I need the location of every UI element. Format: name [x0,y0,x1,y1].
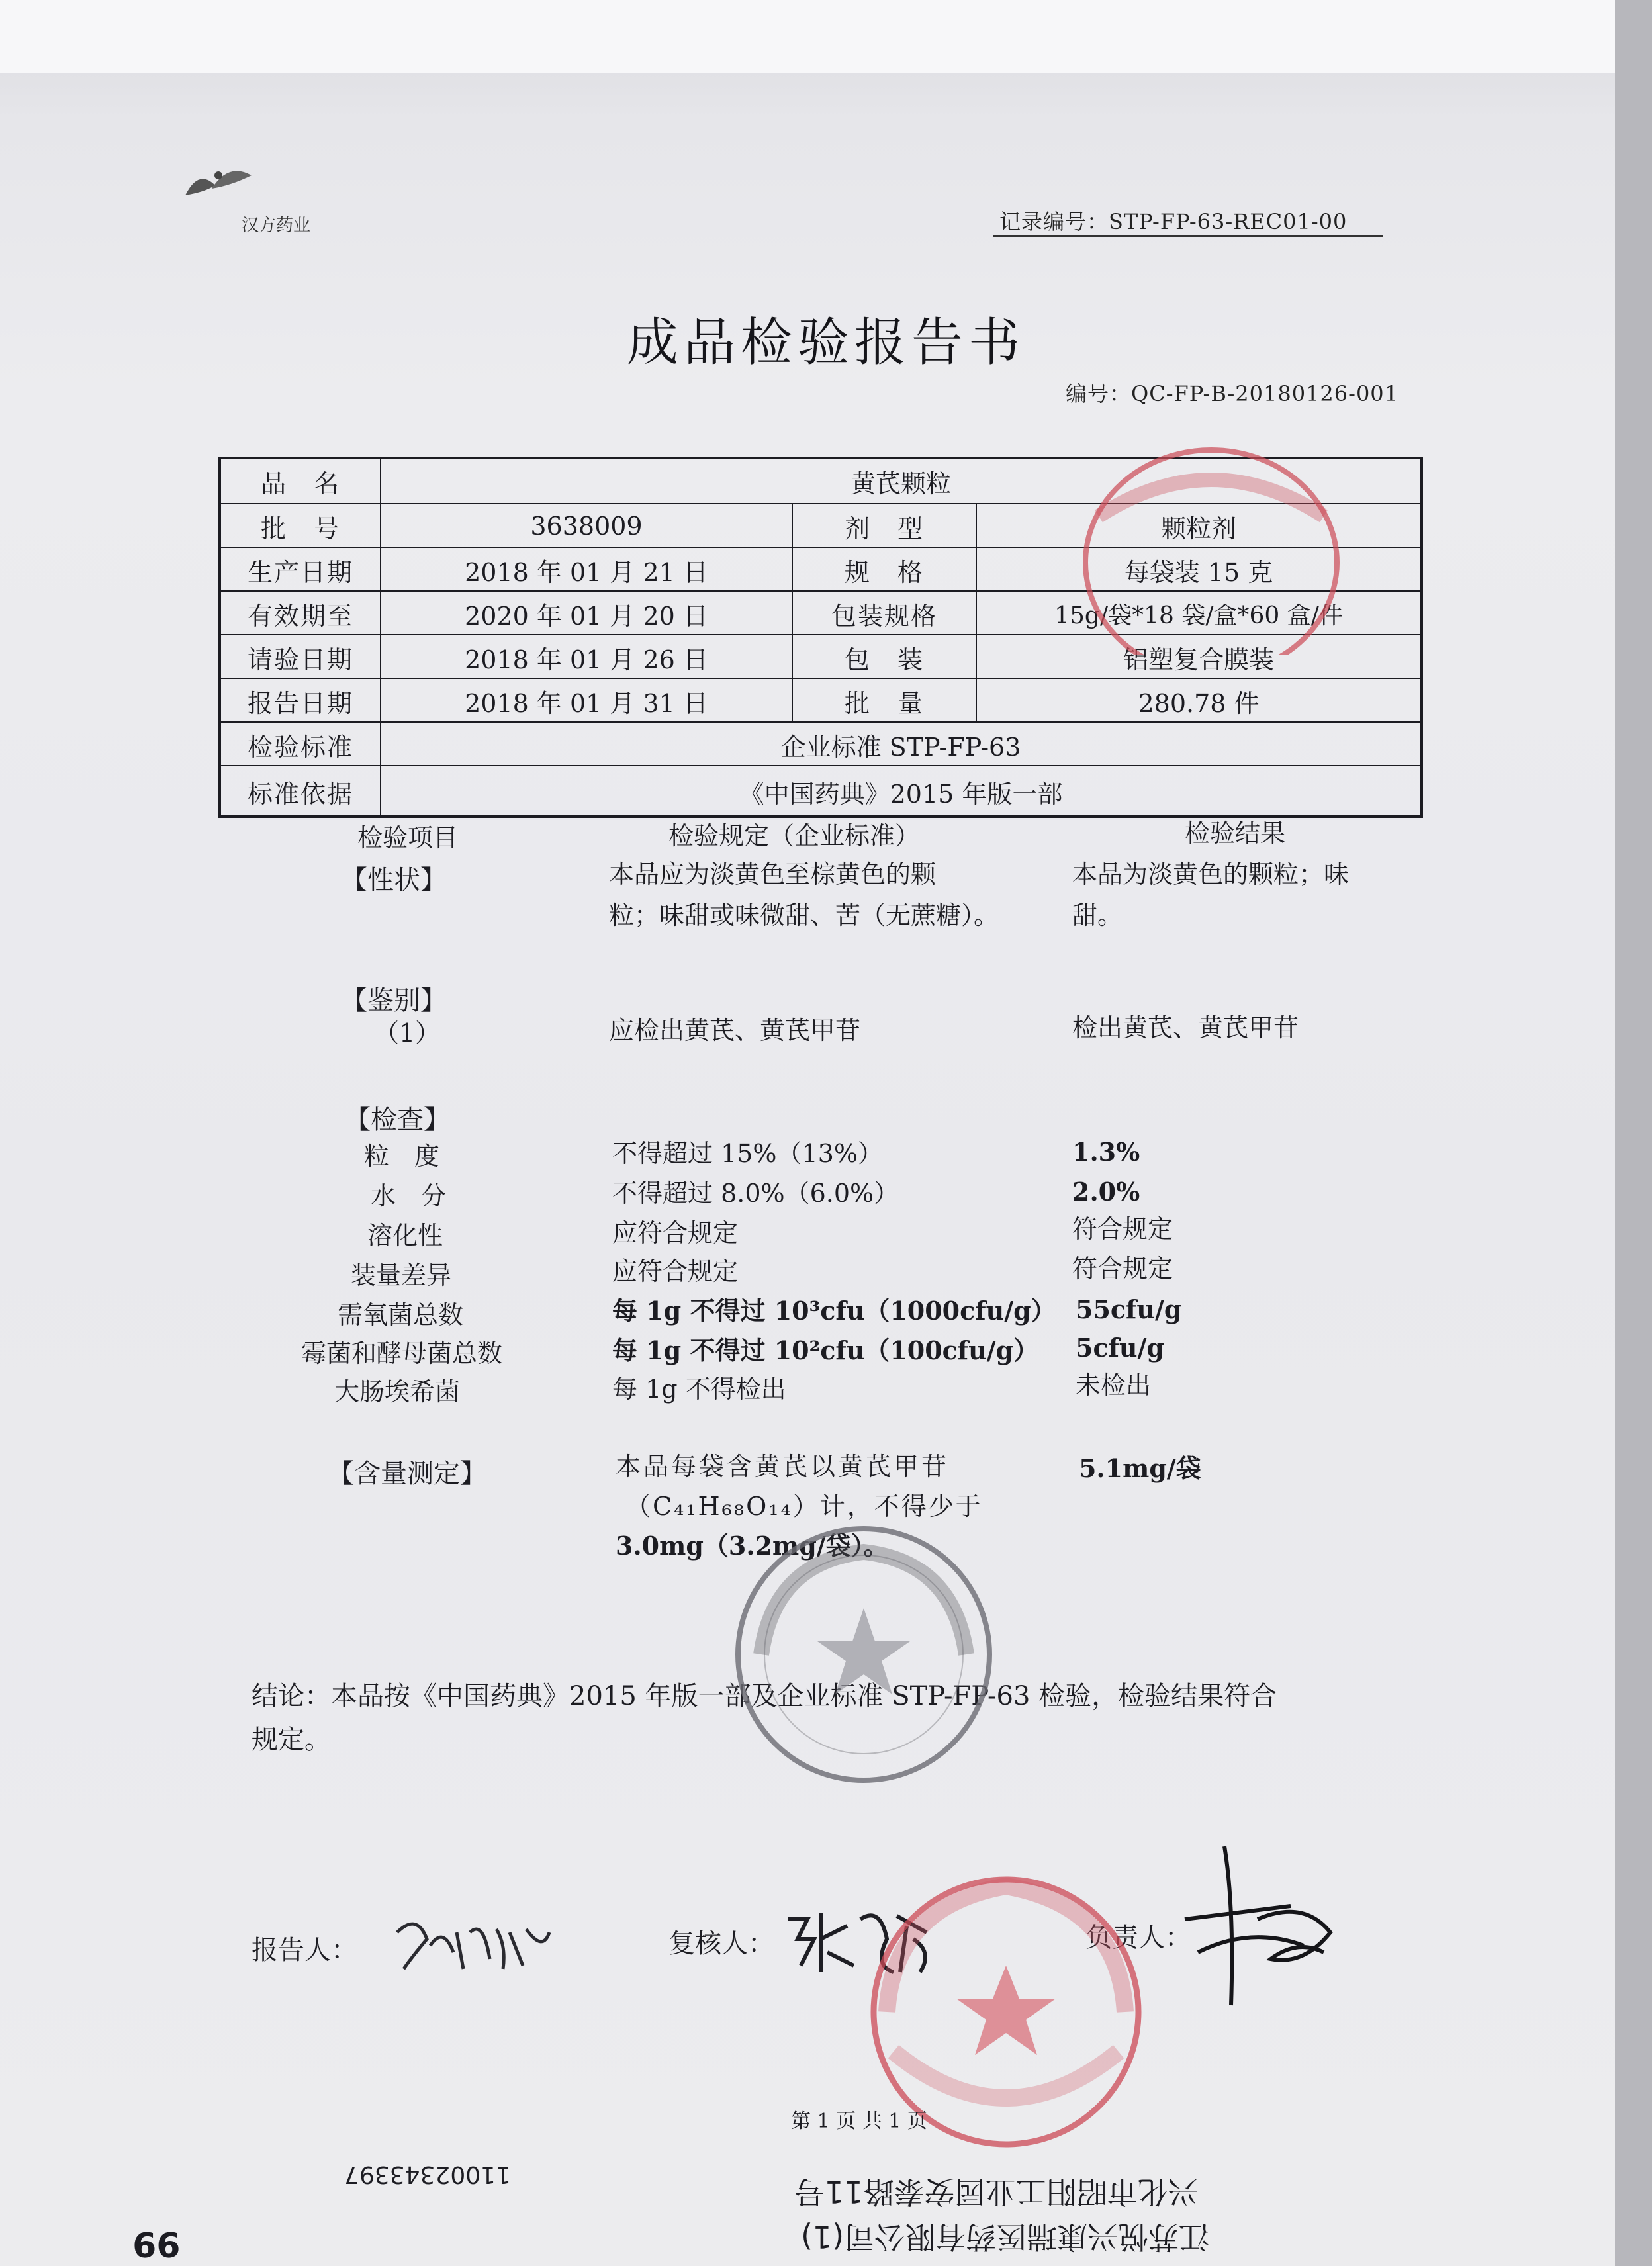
responsible-label: 负责人： [1085,1923,1191,1953]
test-item-ecoli: 大肠埃希菌 [334,1377,461,1406]
upside-down-address-line1: 兴化市昭阳工业园安泰路11号 [794,2174,1199,2210]
test-result-moisture: 2.0% [1072,1177,1140,1206]
test-result-solubility: 符合规定 [1072,1214,1173,1244]
test-item-particle: 粒 度 [364,1142,440,1171]
test-spec-particle: 不得超过 15%（13%） [612,1139,884,1168]
product-name-label: 品 名 [260,469,340,498]
appearance-result-line2: 甜。 [1072,901,1123,930]
standard-value: 企业标准 STP-FP-63 [780,732,1021,762]
basis-value: 《中国药典》2015 年版一部 [739,779,1063,809]
batch-size-label: 批 量 [844,688,924,718]
appearance-spec-line1: 本品应为淡黄色至棕黄色的颗 [609,860,937,889]
company-seal-middle-icon [708,1522,1019,1787]
table-row-standard [221,721,1420,766]
product-name-value: 黄芪颗粒 [850,469,951,498]
packing-spec-label: 包装规格 [831,601,937,631]
test-spec-solubility: 应符合规定 [612,1218,739,1247]
dosage-form-value: 颗粒剂 [1160,514,1236,543]
request-date-label: 请验日期 [247,645,353,674]
production-date-label: 生产日期 [247,557,353,587]
spec-value: 每袋装 15 克 [1124,557,1273,587]
request-date-value: 2018 年 01 月 26 日 [465,645,708,674]
test-item-mold-yeast: 霉菌和酵母菌总数 [301,1339,503,1368]
test-result-fill-variation: 符合规定 [1072,1254,1173,1283]
batch-value: 3638009 [530,512,643,541]
spec-label: 规 格 [844,557,924,587]
assay-result: 5.1mg/袋 [1079,1453,1201,1483]
page-title: 成品检验报告书 [626,313,1025,373]
test-spec-ecoli: 每 1g 不得检出 [612,1375,786,1404]
appearance-result-line1: 本品为淡黄色的颗粒；味 [1072,860,1350,889]
section-identification-title: 【鉴别】 [341,985,447,1016]
assay-spec-line3: 3.0mg（3.2mg/袋）。 [616,1531,889,1561]
standard-label: 检验标准 [247,732,353,762]
page-number: 第 1 页 共 1 页 [791,2110,927,2133]
expiry-label: 有效期至 [247,601,353,631]
table-row [221,678,1420,723]
batch-label: 批 号 [260,514,340,543]
basis-label: 标准依据 [247,779,353,809]
section-tests-title: 【检查】 [344,1105,450,1135]
appearance-spec-line2: 粒；味甜或味微甜、苦（无蔗糖）。 [609,901,999,930]
batch-size-value: 280.78 件 [1138,688,1260,718]
reporter-label: 报告人： [252,1935,357,1966]
page-top-edge [0,0,1652,73]
package-label: 包 装 [844,645,924,674]
col-header-result: 检验结果 [1185,819,1286,848]
record-number: 记录编号：STP-FP-63-REC01-00 [999,209,1348,234]
test-item-fill-variation: 装量差异 [351,1261,452,1290]
production-date-value: 2018 年 01 月 21 日 [465,557,708,587]
test-spec-mold-yeast: 每 1g 不得过 10²cfu（100cfu/g） [612,1336,1039,1365]
assay-spec-line2: （C₄₁H₆₈O₁₄）计，不得少于 [625,1492,983,1521]
identification-spec: 应检出黄芪、黄芪甲苷 [609,1016,861,1045]
company-seal-top-icon [1072,437,1350,655]
reporter-signature-icon [390,1906,563,1979]
test-result-mold-yeast: 5cfu/g [1076,1333,1165,1363]
table-row-basis [221,765,1420,817]
assay-spec-line1: 本品每袋含黄芪以黄芪甲苷 [616,1452,950,1481]
test-item-solubility: 溶化性 [367,1221,443,1250]
reviewer-label: 复核人： [668,1928,774,1959]
section-assay-title: 【含量测定】 [328,1459,486,1489]
packing-spec-value: 15g/袋*18 袋/盒*60 盒/件 [1054,602,1343,629]
upside-down-address-line2: 江苏悦兴康瑞医药有限公司(1) [801,2219,1210,2255]
expiry-value: 2020 年 01 月 20 日 [465,601,708,631]
test-item-aerobic: 需氧菌总数 [338,1300,464,1330]
identification-result: 检出黄芪、黄芪甲苷 [1072,1013,1299,1042]
responsible-signature-icon [1171,1840,1350,2018]
report-date-label: 报告日期 [247,688,353,718]
corner-number: 99 [132,2224,181,2263]
test-result-particle: 1.3% [1072,1137,1140,1167]
test-item-moisture: 水 分 [371,1181,447,1210]
logo-text: 汉方药业 [242,216,311,236]
dosage-form-label: 剂 型 [844,514,924,543]
conclusion-line2: 规定。 [252,1725,331,1755]
company-logo-icon [179,156,258,215]
test-result-ecoli: 未检出 [1076,1371,1152,1400]
col-header-item: 检验项目 [357,823,459,852]
header-underline [993,235,1383,237]
conclusion-line1: 结论：本品按《中国药典》2015 年版一部及企业标准 STP-FP-63 检验，检验结果符合 [252,1681,1277,1711]
test-spec-fill-variation: 应符合规定 [612,1257,739,1286]
test-result-aerobic: 55cfu/g [1076,1294,1182,1324]
col-header-spec: 检验规定（企业标准） [668,821,921,850]
test-spec-moisture: 不得超过 8.0%（6.0%） [612,1179,899,1208]
section-appearance-title: 【性状】 [341,865,447,895]
report-date-value: 2018 年 01 月 31 日 [465,688,708,718]
upside-down-code: 1100234339​7 [344,2161,511,2188]
document-number: 编号：QC-FP-B-20180126-001 [1066,381,1399,406]
identification-item: （1） [374,1019,441,1048]
package-value: 铝塑复合膜装 [1123,645,1274,674]
test-spec-aerobic: 每 1g 不得过 10³cfu（1000cfu/g） [612,1296,1056,1326]
